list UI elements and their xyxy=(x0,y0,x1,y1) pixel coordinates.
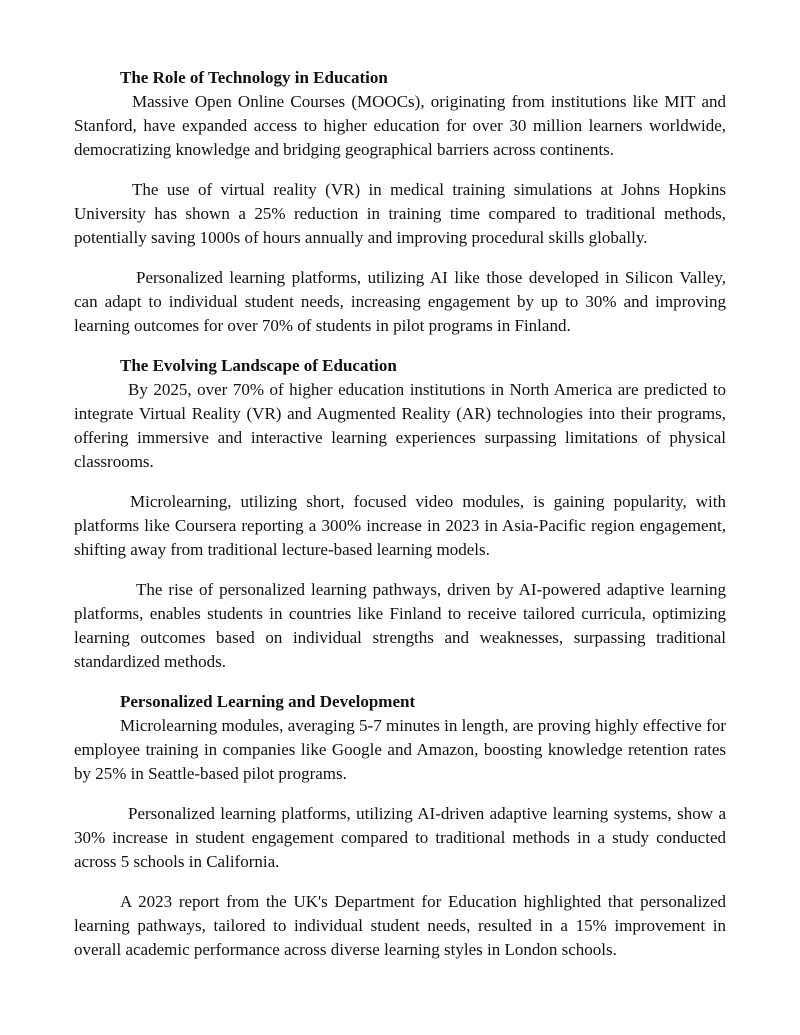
paragraph: The use of virtual reality (VR) in medical training simulations at Johns Hopkins University has shown a 25% reduction in training time compared to traditional methods, potentially saving 1000s of hours annually and improving procedural skills globally. xyxy=(74,180,726,247)
section-heading: The Role of Technology in Education xyxy=(120,68,388,87)
section-landscape xyxy=(74,354,726,674)
paragraph: Microlearning modules, averaging 5-7 minutes in length, are proving highly effective for employee training in companies like Google and Amazon, boosting knowledge retention rates by 25% in Seattle-based pilot programs. xyxy=(74,716,726,783)
section-technology xyxy=(74,66,726,338)
section-personalized xyxy=(74,690,726,962)
paragraph: Personalized learning platforms, utilizing AI-driven adaptive learning systems, show a 30% increase in student engagement compared to traditional methods in a study conducted across 5 schools in California. xyxy=(74,804,726,871)
paragraph: Massive Open Online Courses (MOOCs), originating from institutions like MIT and Stanford, have expanded access to higher education for over 30 million learners worldwide, democratizing knowledge and bridging geographical barriers across continents. xyxy=(74,92,726,159)
section-heading: Personalized Learning and Development xyxy=(120,692,416,711)
paragraph: The rise of personalized learning pathways, driven by AI-powered adaptive learning platforms, enables students in countries like Finland to receive tailored curricula, optimizing learning outcomes based on individual strengths and weaknesses, surpassing traditional standardized methods. xyxy=(74,580,726,671)
paragraph: Microlearning, utilizing short, focused video modules, is gaining popularity, with platforms like Coursera reporting a 300% increase in 2023 in Asia-Pacific region engagement, shifting away from traditional lecture-based learning models. xyxy=(74,492,726,559)
paragraph: A 2023 report from the UK's Department for Education highlighted that personalized learning pathways, tailored to individual student needs, resulted in a 15% improvement in overall academic performance across diverse learning styles in London schools. xyxy=(74,892,726,959)
paragraph: Personalized learning platforms, utilizing AI like those developed in Silicon Valley, can adapt to individual student needs, increasing engagement by up to 30% and improving learning outcomes for over 70% of students in pilot programs in Finland. xyxy=(74,268,726,335)
paragraph: By 2025, over 70% of higher education institutions in North America are predicted to integrate Virtual Reality (VR) and Augmented Reality (AR) technologies into their programs, offering immersive and interactive learning experiences surpassing limitations of physical classrooms. xyxy=(74,380,726,471)
section-heading: The Evolving Landscape of Education xyxy=(120,356,397,375)
